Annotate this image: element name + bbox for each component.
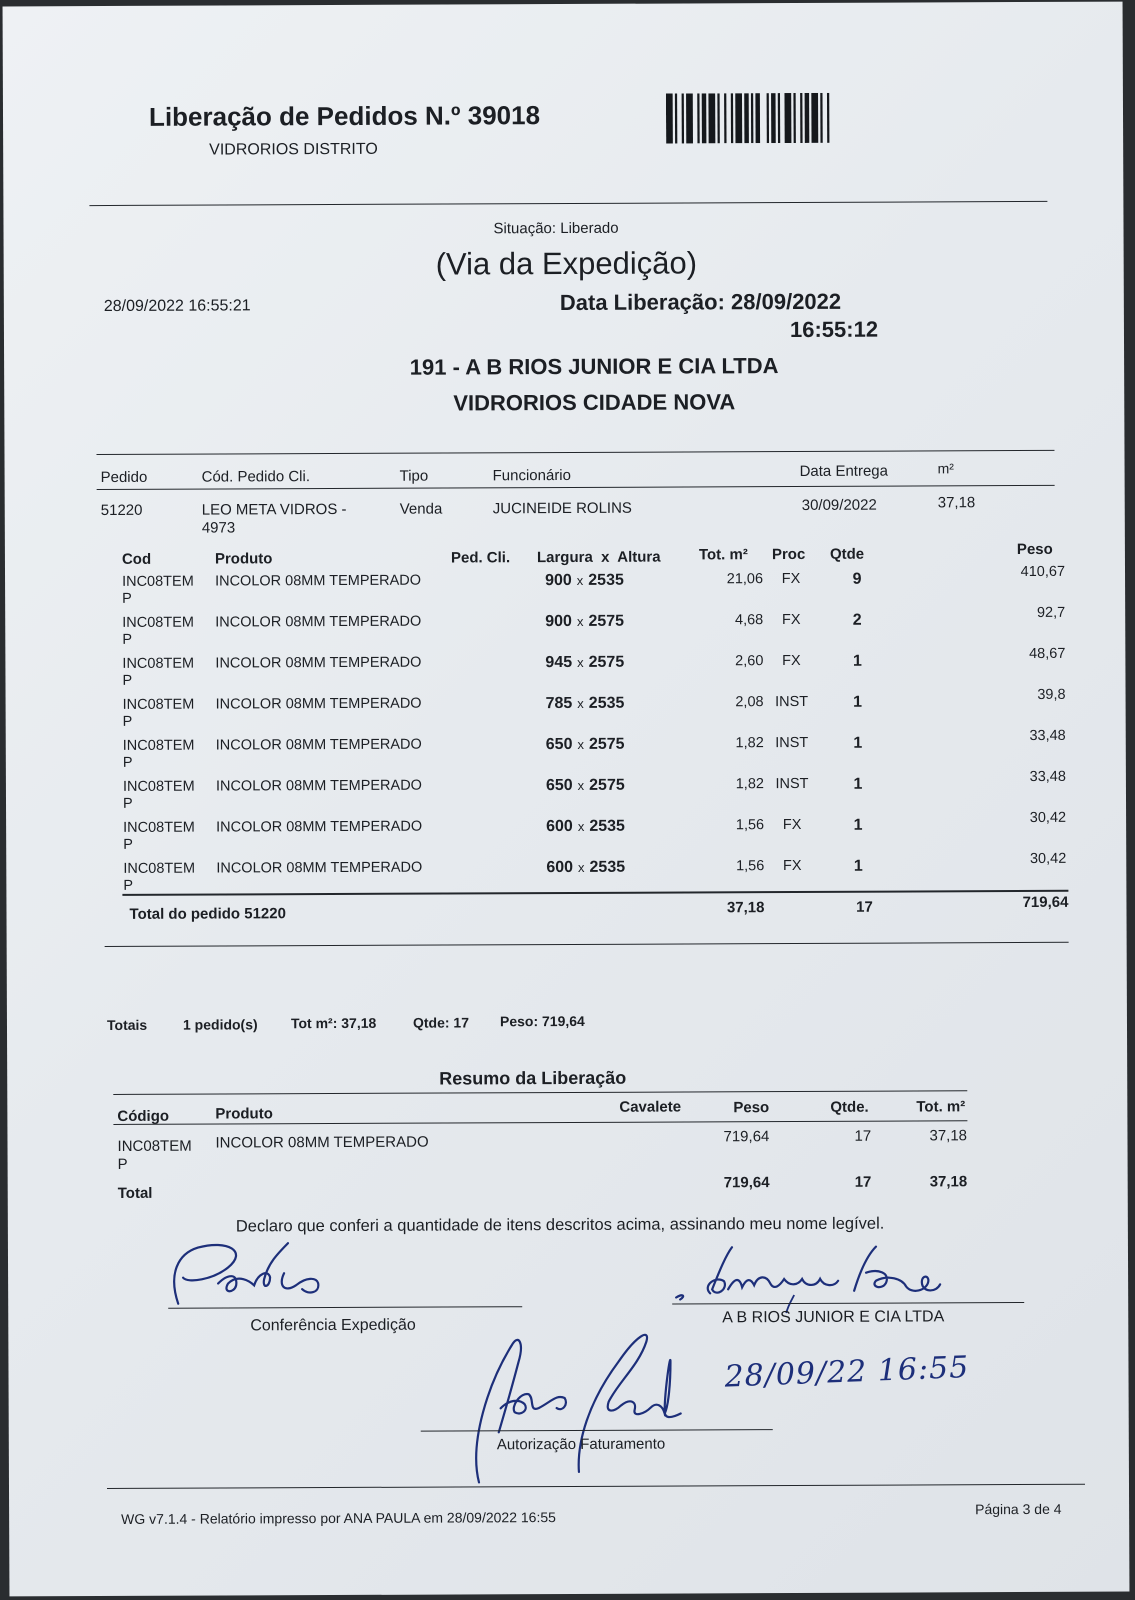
- totais-label: Totais: [106, 1016, 148, 1034]
- item-peso: 48,67: [1029, 645, 1066, 662]
- barcode-bar: [666, 94, 673, 144]
- items-col-largura-altura: Largura x Altura: [536, 548, 661, 567]
- item-dim-separator: x: [577, 695, 584, 711]
- item-qtde: 1: [853, 816, 863, 834]
- item-peso: 39,8: [1037, 686, 1066, 703]
- item-produto: INCOLOR 08MM TEMPERADO: [215, 695, 422, 713]
- item-code-line2: P: [122, 672, 133, 689]
- item-proc: FX: [781, 570, 801, 588]
- table-row: [6, 809, 1126, 861]
- resumo-total-peso: 719,64: [723, 1174, 770, 1192]
- item-produto: INCOLOR 08MM TEMPERADO: [216, 859, 423, 877]
- item-tot-m2: 1,56: [736, 858, 765, 875]
- items-col-proc: Proc: [771, 545, 806, 564]
- item-produto: INCOLOR 08MM TEMPERADO: [215, 736, 422, 754]
- resumo-row-code-2: P: [117, 1155, 128, 1173]
- pedido-number: 51220: [100, 501, 143, 520]
- table-row: [5, 604, 1125, 656]
- item-code-line2: P: [123, 877, 134, 894]
- item-proc: FX: [782, 652, 801, 670]
- items-col-cod: Cod: [121, 550, 152, 568]
- barcode-bar: [800, 93, 802, 143]
- header-divider: [89, 201, 1047, 206]
- resumo-col-qtde: Qtde.: [830, 1098, 869, 1116]
- item-altura: 2535: [588, 694, 625, 712]
- item-code-line1: INC08TEM: [122, 778, 195, 795]
- item-code: [123, 738, 213, 772]
- item-altura: 2575: [588, 735, 625, 753]
- item-dim-separator: x: [576, 613, 584, 629]
- item-largura: 650: [545, 735, 573, 754]
- order-total-peso: 719,64: [1022, 893, 1069, 912]
- item-altura: 2535: [589, 858, 626, 876]
- item-code-line2: P: [122, 590, 132, 607]
- cod-pedido-cli-2: 4973: [201, 519, 236, 537]
- order-total-label: Total do pedido 51220: [129, 905, 286, 923]
- item-produto: INCOLOR 08MM TEMPERADO: [215, 572, 422, 590]
- table-row: [6, 686, 1126, 738]
- resumo-total-label: Total: [117, 1184, 153, 1202]
- footer-page-number: Página 3 de 4: [975, 1500, 1062, 1518]
- item-code-line2: P: [122, 713, 133, 730]
- resumo-col-produto: Produto: [215, 1105, 273, 1123]
- resumo-total-qtde: 17: [854, 1173, 872, 1191]
- barcode-bar: [708, 93, 715, 143]
- item-code-line2: P: [122, 795, 133, 812]
- item-qtde: 1: [853, 734, 863, 752]
- barcode-bar: [682, 93, 684, 143]
- item-dim-separator: x: [576, 572, 584, 588]
- items-col-qtde: Qtde: [829, 545, 865, 563]
- barcode-bar: [820, 93, 822, 143]
- table-row: [6, 768, 1126, 820]
- data-liberacao-time: 16:55:12: [789, 316, 879, 343]
- item-dimensions: [546, 859, 676, 878]
- item-produto: INCOLOR 08MM TEMPERADO: [215, 613, 422, 631]
- item-peso: 92,7: [1036, 604, 1066, 621]
- item-tot-m2: 1,56: [735, 817, 765, 834]
- item-code: [123, 697, 213, 731]
- col-funcionario: Funcionário: [492, 466, 572, 485]
- items-col-produto: Produto: [214, 550, 273, 568]
- col-m2: m²: [937, 460, 954, 477]
- company-name: VIDRORIOS DISTRITO: [209, 140, 378, 159]
- item-peso: 33,48: [1029, 727, 1066, 744]
- item-qtde: 9: [852, 570, 862, 588]
- resumo-top-rule: [113, 1090, 967, 1095]
- print-datetime: 28/09/2022 16:55:21: [103, 297, 251, 316]
- barcode-bar: [784, 93, 791, 143]
- item-code-line1: INC08TEM: [123, 860, 196, 877]
- item-tot-m2: 1,82: [735, 735, 764, 752]
- item-code: [123, 820, 213, 854]
- item-largura: 600: [546, 817, 573, 836]
- col-pedido: Pedido: [100, 468, 148, 487]
- item-largura: 900: [545, 571, 572, 590]
- tipo-value: Venda: [399, 500, 443, 518]
- handwritten-date: 28/09/22 16:55: [723, 1349, 970, 1395]
- document-title: Liberação de Pedidos N.º 39018: [148, 100, 541, 132]
- item-altura: 2575: [588, 612, 625, 630]
- item-qtde: 1: [853, 775, 863, 793]
- totais-qtde: Qtde: 17: [412, 1014, 470, 1031]
- item-dim-separator: x: [577, 818, 585, 834]
- resumo-row-tot-m2: 37,18: [929, 1127, 968, 1145]
- item-code-line1: INC08TEM: [123, 819, 195, 836]
- order-end-rule: [105, 942, 1069, 947]
- barcode-bar: [744, 93, 749, 143]
- cod-pedido-cli: LEO META VIDROS -: [201, 500, 347, 519]
- item-largura: 600: [546, 858, 574, 877]
- barcode-bar: [771, 93, 776, 143]
- signature-autorizacao: [458, 1321, 719, 1492]
- signature-conferencia: [158, 1233, 388, 1314]
- item-dimensions: [546, 818, 676, 837]
- barcode-bar: [811, 93, 818, 143]
- data-liberacao: Data Liberação: 28/09/2022: [559, 288, 842, 316]
- client-name: 191 - A B RIOS JUNIOR E CIA LTDA: [409, 353, 779, 380]
- situacao-label: Situação: Liberado: [493, 219, 619, 238]
- item-dimensions: [545, 613, 675, 632]
- barcode-bar: [702, 93, 707, 143]
- item-proc: FX: [782, 857, 802, 875]
- item-code-line1: INC08TEM: [122, 737, 195, 754]
- barcode-bar: [717, 93, 719, 143]
- barcode-bar: [675, 94, 677, 144]
- item-code-line1: INC08TEM: [122, 614, 194, 631]
- barcode-bar: [697, 93, 699, 143]
- item-dim-separator: x: [577, 859, 585, 875]
- table-row: [6, 727, 1126, 779]
- items-col-peso: Peso: [1016, 540, 1053, 559]
- item-largura: 945: [545, 653, 573, 672]
- resumo-col-peso: Peso: [733, 1099, 770, 1117]
- item-altura: 2575: [589, 776, 625, 794]
- item-largura: 785: [545, 694, 573, 713]
- item-peso: 410,67: [1020, 563, 1066, 581]
- item-dimensions: [545, 654, 675, 673]
- data-entrega-value: 30/09/2022: [801, 496, 877, 514]
- barcode-bar: [724, 93, 726, 143]
- item-qtde: 1: [853, 857, 863, 875]
- client-store: VIDRORIOS CIDADE NOVA: [453, 389, 736, 416]
- item-dim-separator: x: [577, 654, 584, 670]
- table-row: [5, 563, 1125, 615]
- resumo-total-tot-m2: 37,18: [929, 1173, 968, 1191]
- item-code-line2: P: [123, 836, 133, 853]
- item-code: [122, 656, 212, 690]
- resumo-title: Resumo da Liberação: [439, 1067, 627, 1089]
- item-dimensions: [545, 572, 675, 591]
- items-col-ped-cli: Ped. Cli.: [450, 549, 511, 567]
- item-peso: 30,42: [1029, 850, 1067, 867]
- item-tot-m2: 1,82: [735, 776, 764, 793]
- barcode-bar: [731, 93, 733, 143]
- resumo-row-qtde: 17: [854, 1127, 872, 1145]
- order-table-header-rule: [97, 485, 1055, 490]
- item-largura: 900: [545, 612, 572, 631]
- resumo-col-cavalete: Cavalete: [619, 1098, 682, 1116]
- barcode: [666, 93, 836, 144]
- item-qtde: 2: [852, 611, 862, 629]
- col-tipo: Tipo: [399, 467, 429, 485]
- order-total-m2: 37,18: [726, 899, 765, 917]
- item-proc: FX: [782, 816, 802, 834]
- item-proc: FX: [781, 611, 801, 629]
- item-dimensions: [546, 777, 676, 796]
- resumo-row-produto: INCOLOR 08MM TEMPERADO: [215, 1133, 429, 1152]
- barcode-bar: [793, 93, 795, 143]
- barcode-bar: [755, 93, 760, 143]
- barcode-bar: [805, 93, 810, 143]
- barcode-bar: [751, 93, 753, 143]
- resumo-col-tot-m2: Tot. m²: [916, 1098, 966, 1116]
- document-page: [3, 2, 1130, 1597]
- item-proc: INST: [775, 734, 809, 752]
- conferencia-label: Conferência Expedição: [250, 1316, 416, 1335]
- col-cod-pedido-cli: Cód. Pedido Cli.: [201, 468, 311, 486]
- item-proc: INST: [775, 693, 809, 711]
- empresa-label: A B RIOS JUNIOR E CIA LTDA: [722, 1308, 945, 1327]
- item-code-line2: P: [122, 631, 133, 648]
- item-dim-separator: x: [577, 736, 584, 752]
- item-proc: INST: [775, 775, 809, 793]
- item-produto: INCOLOR 08MM TEMPERADO: [215, 654, 422, 672]
- item-tot-m2: 2,60: [735, 653, 764, 670]
- item-produto: INCOLOR 08MM TEMPERADO: [216, 818, 423, 836]
- item-tot-m2: 21,06: [726, 571, 764, 588]
- item-code-line2: P: [122, 754, 133, 771]
- resumo-row-peso: 719,64: [723, 1128, 770, 1146]
- item-dim-separator: x: [577, 777, 585, 793]
- item-tot-m2: 4,68: [734, 612, 764, 629]
- item-code: [122, 574, 212, 608]
- m2-value: 37,18: [937, 494, 976, 512]
- totais-peso: Peso: 719,64: [499, 1012, 585, 1030]
- barcode-bar: [827, 93, 829, 143]
- totais-pedidos: 1 pedido(s): [182, 1016, 258, 1033]
- item-peso: 33,48: [1029, 768, 1066, 785]
- declaration-text: Declaro que conferi a quantidade de itens descritos acima, assinando meu nome legível.: [235, 1214, 885, 1236]
- autorizacao-label: Autorização Faturamento: [496, 1435, 666, 1454]
- item-code-line1: INC08TEM: [122, 655, 195, 672]
- item-altura: 2575: [588, 653, 625, 671]
- item-produto: INCOLOR 08MM TEMPERADO: [215, 777, 422, 795]
- item-dimensions: [546, 736, 676, 755]
- item-code-line1: INC08TEM: [122, 696, 195, 713]
- item-largura: 650: [545, 776, 573, 795]
- resumo-col-codigo: Código: [117, 1107, 170, 1125]
- item-qtde: 1: [852, 652, 862, 670]
- items-col-tot-m2: Tot. m²: [698, 546, 748, 564]
- item-tot-m2: 2,08: [735, 694, 764, 711]
- totais-m2: Tot m²: 37,18: [290, 1014, 377, 1032]
- order-total-qtde: 17: [856, 898, 873, 916]
- item-qtde: 1: [853, 693, 863, 711]
- order-table-top-rule: [96, 450, 1054, 455]
- item-altura: 2535: [588, 571, 624, 589]
- barcode-bar: [686, 93, 693, 143]
- barcode-bar: [778, 93, 780, 143]
- barcode-bar: [767, 93, 769, 143]
- funcionario-value: JUCINEIDE ROLINS: [492, 499, 632, 518]
- footer-report-info: WG v7.1.4 - Relatório impresso por ANA PAULA em 28/09/2022 16:55: [121, 1509, 556, 1527]
- item-code: [123, 861, 213, 895]
- item-peso: 30,42: [1029, 809, 1067, 826]
- item-altura: 2535: [589, 817, 625, 835]
- item-code: [122, 615, 212, 649]
- col-data-entrega: Data Entrega: [799, 462, 888, 480]
- barcode-bar: [735, 93, 742, 143]
- item-dimensions: [546, 695, 676, 714]
- item-code: [123, 779, 213, 813]
- resumo-row-code: INC08TEM: [117, 1137, 192, 1155]
- item-code-line1: INC08TEM: [122, 573, 194, 590]
- table-row: [5, 645, 1125, 697]
- via-label: (Via da Expedição): [435, 245, 698, 282]
